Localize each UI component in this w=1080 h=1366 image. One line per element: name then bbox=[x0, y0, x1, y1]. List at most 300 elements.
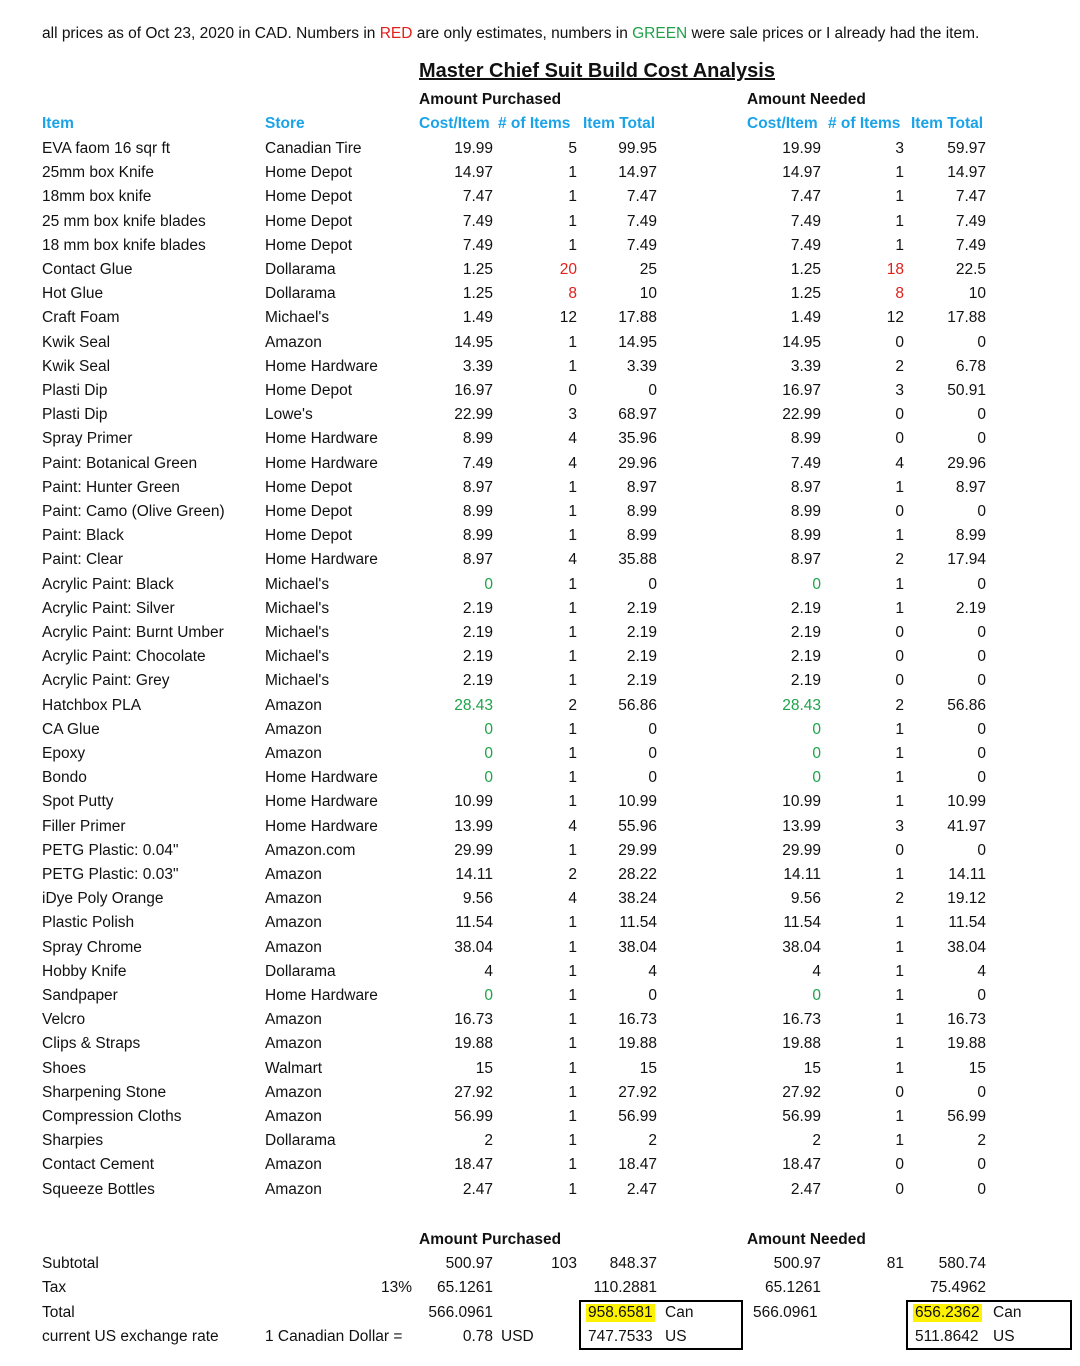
purchased-total: 56.86 bbox=[618, 697, 657, 714]
item-name: Plasti Dip bbox=[42, 382, 108, 399]
needed-group-header: Amount Needed bbox=[747, 91, 866, 108]
item-name: Hot Glue bbox=[42, 285, 104, 302]
purchased-count: 1 bbox=[568, 600, 577, 617]
needed-count: 1 bbox=[895, 237, 904, 254]
right-border-line bbox=[1070, 1300, 1072, 1350]
needed-cost: 14.11 bbox=[783, 866, 821, 883]
store-name: Home Hardware bbox=[265, 551, 378, 568]
purchased-total: 68.97 bbox=[618, 406, 657, 423]
store-name: Michael's bbox=[265, 624, 330, 641]
total-needed-unit: Can bbox=[993, 1304, 1022, 1321]
store-name: Michael's bbox=[265, 576, 330, 593]
total-needed-highlight: 656.2362 bbox=[915, 1304, 980, 1321]
purchased-cost: 16.97 bbox=[454, 382, 493, 399]
needed-total: 0 bbox=[977, 1181, 986, 1198]
needed-total: 22.5 bbox=[955, 261, 986, 278]
purchased-cost: 8.97 bbox=[462, 479, 493, 496]
needed-cost: 0 bbox=[812, 987, 821, 1004]
item-name: Plasti Dip bbox=[42, 406, 108, 423]
needed-cost: 8.97 bbox=[790, 551, 821, 568]
purchased-count: 1 bbox=[568, 479, 577, 496]
store-name: Home Depot bbox=[265, 382, 353, 399]
item-name: 18 mm box knife blades bbox=[42, 237, 206, 254]
needed-count: 2 bbox=[895, 358, 904, 375]
needed-count: 0 bbox=[895, 1084, 904, 1101]
needed-cost: 2 bbox=[812, 1132, 821, 1149]
store-name: Home Hardware bbox=[265, 769, 378, 786]
purchased-total: 99.95 bbox=[618, 140, 657, 157]
purchased-count: 1 bbox=[568, 842, 577, 859]
needed-cost: 27.92 bbox=[782, 1084, 821, 1101]
needed-total: 7.47 bbox=[955, 188, 986, 205]
item-name: Spray Primer bbox=[42, 430, 133, 447]
exchange-purchased-us: 747.7533 bbox=[588, 1328, 653, 1345]
purchased-count: 0 bbox=[568, 382, 577, 399]
store-name: Home Depot bbox=[265, 527, 353, 544]
tax-needed-cost: 65.1261 bbox=[764, 1279, 821, 1296]
purchased-cost: 0 bbox=[484, 769, 493, 786]
needed-total: 10 bbox=[968, 285, 986, 302]
needed-count: 1 bbox=[895, 939, 904, 956]
needed-cost: 0 bbox=[812, 769, 821, 786]
needed-cost: 16.97 bbox=[782, 382, 821, 399]
purchased-cost: 18.47 bbox=[454, 1156, 493, 1173]
purchased-count: 8 bbox=[568, 285, 577, 302]
store-column-header: Store bbox=[265, 115, 305, 132]
purchased-cost: 1.25 bbox=[462, 285, 493, 302]
store-name: Dollarama bbox=[265, 261, 336, 278]
needed-count: 1 bbox=[895, 1060, 904, 1077]
tax-purchased-total: 110.2881 bbox=[593, 1279, 657, 1296]
purchased-group-header: Amount Purchased bbox=[419, 91, 562, 108]
purchased-cost: 14.11 bbox=[455, 866, 493, 883]
store-name: Michael's bbox=[265, 309, 330, 326]
purchased-total: 17.88 bbox=[618, 309, 657, 326]
needed-total: 0 bbox=[977, 334, 986, 351]
purchased-total: 2.19 bbox=[626, 648, 657, 665]
store-name: Amazon bbox=[265, 866, 322, 883]
purchased-cost: 1.49 bbox=[462, 309, 493, 326]
item-name: Contact Glue bbox=[42, 261, 133, 278]
purchased-total: 0 bbox=[648, 769, 657, 786]
needed-count: 18 bbox=[886, 261, 904, 278]
purchased-count: 1 bbox=[568, 1011, 577, 1028]
item-name: Paint: Hunter Green bbox=[42, 479, 180, 496]
item-name: Compression Cloths bbox=[42, 1108, 182, 1125]
purchased-count: 1 bbox=[568, 721, 577, 738]
purchased-cost: 2.19 bbox=[462, 648, 493, 665]
item-name: Acrylic Paint: Burnt Umber bbox=[42, 624, 224, 641]
item-name: PETG Plastic: 0.03" bbox=[42, 866, 179, 883]
item-column-header: Item bbox=[42, 115, 74, 132]
item-name: 25 mm box knife blades bbox=[42, 213, 206, 230]
store-name: Amazon bbox=[265, 1181, 322, 1198]
purchased-count: 1 bbox=[568, 358, 577, 375]
needed-count: 0 bbox=[895, 1156, 904, 1173]
needed-cost: 7.49 bbox=[790, 213, 821, 230]
purchased-count: 5 bbox=[568, 140, 577, 157]
exchange-needed-us: 511.8642 bbox=[915, 1328, 979, 1345]
exchange-rate-unit: USD bbox=[501, 1328, 534, 1345]
needed-total: 0 bbox=[977, 648, 986, 665]
store-name: Amazon bbox=[265, 697, 322, 714]
needed-count: 0 bbox=[895, 648, 904, 665]
needed-cost: 15 bbox=[803, 1060, 821, 1077]
total-needed-cost: 566.0961 bbox=[753, 1304, 818, 1321]
purchased-cost: 7.49 bbox=[462, 213, 493, 230]
store-name: Amazon bbox=[265, 939, 322, 956]
subtotal-purchased-total: 848.37 bbox=[609, 1255, 657, 1272]
purchased-cost: 28.43 bbox=[454, 697, 493, 714]
purchased-cost: 4 bbox=[484, 963, 493, 980]
needed-total: 38.04 bbox=[947, 939, 986, 956]
store-name: Michael's bbox=[265, 600, 330, 617]
needed-count: 1 bbox=[895, 721, 904, 738]
purchased-count: 3 bbox=[568, 406, 577, 423]
item-name: Kwik Seal bbox=[42, 358, 111, 375]
needed-cost: 8.99 bbox=[790, 430, 821, 447]
needed-count: 12 bbox=[886, 309, 904, 326]
purchased-count: 1 bbox=[568, 914, 577, 931]
purchased-total: 16.73 bbox=[618, 1011, 657, 1028]
needed-cost: 2.19 bbox=[790, 672, 821, 689]
purchased-cost: 56.99 bbox=[454, 1108, 493, 1125]
purchased-count: 20 bbox=[559, 261, 577, 278]
store-name: Walmart bbox=[265, 1060, 323, 1077]
subtotal-label: Subtotal bbox=[42, 1255, 99, 1272]
purchased-cost: 29.99 bbox=[454, 842, 493, 859]
tax-rate: 13% bbox=[380, 1279, 412, 1296]
needed-total: 2 bbox=[977, 1132, 986, 1149]
needed-cost: 0 bbox=[812, 745, 821, 762]
item-name: Squeeze Bottles bbox=[42, 1181, 155, 1198]
store-name: Home Hardware bbox=[265, 987, 378, 1004]
store-name: Home Depot bbox=[265, 213, 353, 230]
store-name: Home Depot bbox=[265, 237, 353, 254]
purchased-count: 1 bbox=[568, 987, 577, 1004]
needed-cost: 11.54 bbox=[783, 914, 821, 931]
needed-total: 0 bbox=[977, 430, 986, 447]
purchased-total: 7.47 bbox=[626, 188, 657, 205]
store-name: Amazon.com bbox=[265, 842, 356, 859]
purchased-total: 10 bbox=[639, 285, 657, 302]
needed-total: 0 bbox=[977, 624, 986, 641]
purchased-cost: 7.49 bbox=[462, 455, 493, 472]
needed-count: 0 bbox=[895, 1181, 904, 1198]
item-name: Acrylic Paint: Grey bbox=[42, 672, 170, 689]
purchased-total: 2 bbox=[648, 1132, 657, 1149]
purchased-total: 15 bbox=[639, 1060, 657, 1077]
purchased-cost: 0 bbox=[484, 745, 493, 762]
item-name: Bondo bbox=[42, 769, 87, 786]
store-name: Dollarama bbox=[265, 963, 336, 980]
exchange-needed-unit: US bbox=[993, 1328, 1015, 1345]
needed-count: 0 bbox=[895, 406, 904, 423]
purchased-cost: 0 bbox=[484, 721, 493, 738]
needed-total: 0 bbox=[977, 576, 986, 593]
needed-cost: 2.19 bbox=[790, 600, 821, 617]
needed-cost: 19.99 bbox=[782, 140, 821, 157]
store-name: Amazon bbox=[265, 1084, 322, 1101]
needed-total-header: Item Total bbox=[911, 115, 984, 132]
purchased-count: 1 bbox=[568, 1060, 577, 1077]
item-name: Epoxy bbox=[42, 745, 86, 762]
purchased-count: 1 bbox=[568, 1035, 577, 1052]
purchased-cost: 14.95 bbox=[454, 334, 493, 351]
purchased-cost: 7.47 bbox=[462, 188, 493, 205]
needed-cost: 13.99 bbox=[782, 818, 821, 835]
purchased-cost: 13.99 bbox=[454, 818, 493, 835]
store-name: Home Depot bbox=[265, 503, 353, 520]
price-note bbox=[42, 25, 979, 43]
needed-cost: 1.25 bbox=[790, 261, 821, 278]
purchased-total-box bbox=[579, 1300, 743, 1350]
purchased-count: 1 bbox=[568, 745, 577, 762]
needed-total: 14.11 bbox=[948, 866, 986, 883]
needed-total: 29.96 bbox=[947, 455, 986, 472]
purchased-count: 1 bbox=[568, 624, 577, 641]
needed-count: 4 bbox=[895, 455, 904, 472]
needed-total: 41.97 bbox=[947, 818, 986, 835]
store-name: Canadian Tire bbox=[265, 140, 362, 157]
needed-cost: 10.99 bbox=[782, 793, 821, 810]
purchased-total: 55.96 bbox=[618, 818, 657, 835]
needed-total-box bbox=[906, 1300, 1072, 1350]
subtotal-purchased-count: 103 bbox=[551, 1255, 577, 1272]
needed-total: 0 bbox=[977, 987, 986, 1004]
purchased-cost: 22.99 bbox=[454, 406, 493, 423]
purchased-count: 1 bbox=[568, 213, 577, 230]
subtotal-needed-count: 81 bbox=[886, 1255, 904, 1272]
needed-total: 17.88 bbox=[947, 309, 986, 326]
needed-cost: 7.47 bbox=[790, 188, 821, 205]
purchased-count: 1 bbox=[568, 527, 577, 544]
needed-count: 1 bbox=[895, 527, 904, 544]
purchased-total: 0 bbox=[648, 382, 657, 399]
needed-total: 17.94 bbox=[947, 551, 986, 568]
purchased-cost: 2.19 bbox=[462, 600, 493, 617]
purchased-cost: 8.99 bbox=[462, 527, 493, 544]
needed-total: 56.86 bbox=[947, 697, 986, 714]
store-name: Michael's bbox=[265, 672, 330, 689]
needed-total: 16.73 bbox=[947, 1011, 986, 1028]
needed-total: 7.49 bbox=[955, 237, 986, 254]
purchased-total: 3.39 bbox=[626, 358, 657, 375]
needed-total: 19.12 bbox=[947, 890, 986, 907]
total-purchased-unit: Can bbox=[665, 1304, 694, 1321]
item-name: Kwik Seal bbox=[42, 334, 111, 351]
item-name: Acrylic Paint: Chocolate bbox=[42, 648, 206, 665]
needed-total: 0 bbox=[977, 672, 986, 689]
purchased-total: 29.99 bbox=[618, 842, 657, 859]
purchased-count: 1 bbox=[568, 793, 577, 810]
store-name: Home Hardware bbox=[265, 358, 378, 375]
subtotal-needed-cost: 500.97 bbox=[773, 1255, 821, 1272]
needed-cost: 19.88 bbox=[782, 1035, 821, 1052]
total-label: Total bbox=[42, 1304, 75, 1321]
store-name: Amazon bbox=[265, 890, 322, 907]
needed-cost: 8.99 bbox=[790, 527, 821, 544]
purchased-cost: 15 bbox=[475, 1060, 493, 1077]
purchased-count: 1 bbox=[568, 576, 577, 593]
item-name: Contact Cement bbox=[42, 1156, 154, 1173]
needed-total: 50.91 bbox=[947, 382, 986, 399]
store-name: Amazon bbox=[265, 334, 322, 351]
needed-count: 1 bbox=[895, 963, 904, 980]
needed-total: 0 bbox=[977, 406, 986, 423]
needed-total: 11.54 bbox=[948, 914, 986, 931]
purchased-cost: 27.92 bbox=[454, 1084, 493, 1101]
purchased-count: 1 bbox=[568, 1156, 577, 1173]
needed-total: 0 bbox=[977, 503, 986, 520]
purchased-cost: 3.39 bbox=[462, 358, 493, 375]
item-name: Sandpaper bbox=[42, 987, 118, 1004]
purchased-count: 1 bbox=[568, 1132, 577, 1149]
needed-total: 4 bbox=[977, 963, 986, 980]
exchange-rate-label: 1 Canadian Dollar = bbox=[265, 1328, 403, 1345]
needed-count: 1 bbox=[895, 1011, 904, 1028]
purchased-count: 2 bbox=[568, 697, 577, 714]
needed-count: 2 bbox=[895, 890, 904, 907]
item-name: Spray Chrome bbox=[42, 939, 142, 956]
purchased-count: 1 bbox=[568, 939, 577, 956]
purchased-total: 35.96 bbox=[618, 430, 657, 447]
note-red-word: RED bbox=[379, 25, 413, 42]
tax-label: Tax bbox=[42, 1279, 67, 1296]
purchased-cost: 0 bbox=[484, 987, 493, 1004]
purchased-total: 27.92 bbox=[618, 1084, 657, 1101]
needed-count: 1 bbox=[895, 987, 904, 1004]
store-name: Lowe's bbox=[265, 406, 313, 423]
needed-cost-header: Cost/Item bbox=[747, 115, 818, 132]
needed-total: 7.49 bbox=[955, 213, 986, 230]
purchased-count: 1 bbox=[568, 1084, 577, 1101]
purchased-count: 1 bbox=[568, 188, 577, 205]
purchased-total: 11.54 bbox=[619, 914, 657, 931]
exchange-rate-value: 0.78 bbox=[462, 1328, 493, 1345]
item-name: Paint: Camo (Olive Green) bbox=[42, 503, 225, 520]
needed-count: 0 bbox=[895, 624, 904, 641]
purchased-count: 2 bbox=[568, 866, 577, 883]
needed-cost: 28.43 bbox=[782, 697, 821, 714]
store-name: Home Depot bbox=[265, 479, 353, 496]
needed-total: 8.99 bbox=[955, 527, 986, 544]
exchange-label: current US exchange rate bbox=[42, 1328, 219, 1345]
needed-cost: 2.47 bbox=[790, 1181, 821, 1198]
purchased-cost: 19.88 bbox=[454, 1035, 493, 1052]
store-name: Amazon bbox=[265, 1108, 322, 1125]
purchased-cost: 2 bbox=[484, 1132, 493, 1149]
item-name: Paint: Black bbox=[42, 527, 124, 544]
purchased-total: 18.47 bbox=[618, 1156, 657, 1173]
needed-count: 1 bbox=[895, 1108, 904, 1125]
item-name: Shoes bbox=[42, 1060, 86, 1077]
store-name: Amazon bbox=[265, 1011, 322, 1028]
purchased-cost: 1.25 bbox=[462, 261, 493, 278]
needed-total: 0 bbox=[977, 842, 986, 859]
store-name: Amazon bbox=[265, 914, 322, 931]
purchased-count: 1 bbox=[568, 648, 577, 665]
needed-cost: 4 bbox=[812, 963, 821, 980]
purchased-cost: 7.49 bbox=[462, 237, 493, 254]
item-name: Velcro bbox=[42, 1011, 86, 1028]
purchased-total: 2.47 bbox=[626, 1181, 657, 1198]
needed-count: 0 bbox=[895, 672, 904, 689]
purchased-count: 1 bbox=[568, 237, 577, 254]
purchased-count: 1 bbox=[568, 1181, 577, 1198]
purchased-total: 7.49 bbox=[626, 237, 657, 254]
purchased-total: 14.97 bbox=[618, 164, 657, 181]
needed-count: 1 bbox=[895, 188, 904, 205]
purchased-total: 8.97 bbox=[626, 479, 657, 496]
needed-total: 0 bbox=[977, 721, 986, 738]
purchased-total: 38.24 bbox=[618, 890, 657, 907]
needed-cost: 18.47 bbox=[782, 1156, 821, 1173]
needed-count: 1 bbox=[895, 213, 904, 230]
purchased-total: 0 bbox=[648, 576, 657, 593]
item-name: Clips & Straps bbox=[42, 1035, 141, 1052]
purchased-cost: 2.19 bbox=[462, 624, 493, 641]
purchased-total: 19.88 bbox=[618, 1035, 657, 1052]
purchased-count: 1 bbox=[568, 503, 577, 520]
needed-total: 15 bbox=[968, 1060, 986, 1077]
needed-cost: 2.19 bbox=[790, 648, 821, 665]
purchased-total: 14.95 bbox=[618, 334, 657, 351]
purchased-total: 2.19 bbox=[626, 624, 657, 641]
exchange-purchased-unit: US bbox=[665, 1328, 687, 1345]
store-name: Amazon bbox=[265, 721, 322, 738]
needed-cost: 38.04 bbox=[782, 939, 821, 956]
needed-cost: 8.97 bbox=[790, 479, 821, 496]
summary-needed-header: Amount Needed bbox=[747, 1231, 866, 1248]
needed-count: 1 bbox=[895, 769, 904, 786]
needed-count: 3 bbox=[895, 140, 904, 157]
item-name: EVA faom 16 sqr ft bbox=[42, 140, 171, 157]
needed-count: 3 bbox=[895, 382, 904, 399]
needed-count: 1 bbox=[895, 164, 904, 181]
purchased-total: 2.19 bbox=[626, 600, 657, 617]
store-name: Home Hardware bbox=[265, 818, 378, 835]
purchased-total-header: Item Total bbox=[583, 115, 656, 132]
purchased-cost: 38.04 bbox=[454, 939, 493, 956]
purchased-count: 4 bbox=[568, 455, 577, 472]
store-name: Amazon bbox=[265, 1035, 322, 1052]
purchased-count: 1 bbox=[568, 164, 577, 181]
needed-cost: 29.99 bbox=[782, 842, 821, 859]
needed-cost: 22.99 bbox=[782, 406, 821, 423]
needed-cost: 2.19 bbox=[790, 624, 821, 641]
needed-cost: 7.49 bbox=[790, 237, 821, 254]
purchased-total: 7.49 bbox=[626, 213, 657, 230]
needed-total: 0 bbox=[977, 1156, 986, 1173]
item-name: Acrylic Paint: Black bbox=[42, 576, 174, 593]
needed-count: 1 bbox=[895, 866, 904, 883]
store-name: Home Depot bbox=[265, 188, 353, 205]
purchased-cost: 19.99 bbox=[454, 140, 493, 157]
purchased-cost: 16.73 bbox=[454, 1011, 493, 1028]
item-name: Craft Foam bbox=[42, 309, 120, 326]
purchased-count: 1 bbox=[568, 1108, 577, 1125]
total-purchased-cost: 566.0961 bbox=[428, 1304, 493, 1321]
needed-cost: 56.99 bbox=[782, 1108, 821, 1125]
needed-count: 1 bbox=[895, 1035, 904, 1052]
needed-count: 0 bbox=[895, 503, 904, 520]
needed-total: 2.19 bbox=[955, 600, 986, 617]
summary-purchased-header: Amount Purchased bbox=[419, 1231, 562, 1248]
purchased-total: 8.99 bbox=[626, 527, 657, 544]
store-name: Amazon bbox=[265, 745, 322, 762]
needed-cost: 3.39 bbox=[790, 358, 821, 375]
